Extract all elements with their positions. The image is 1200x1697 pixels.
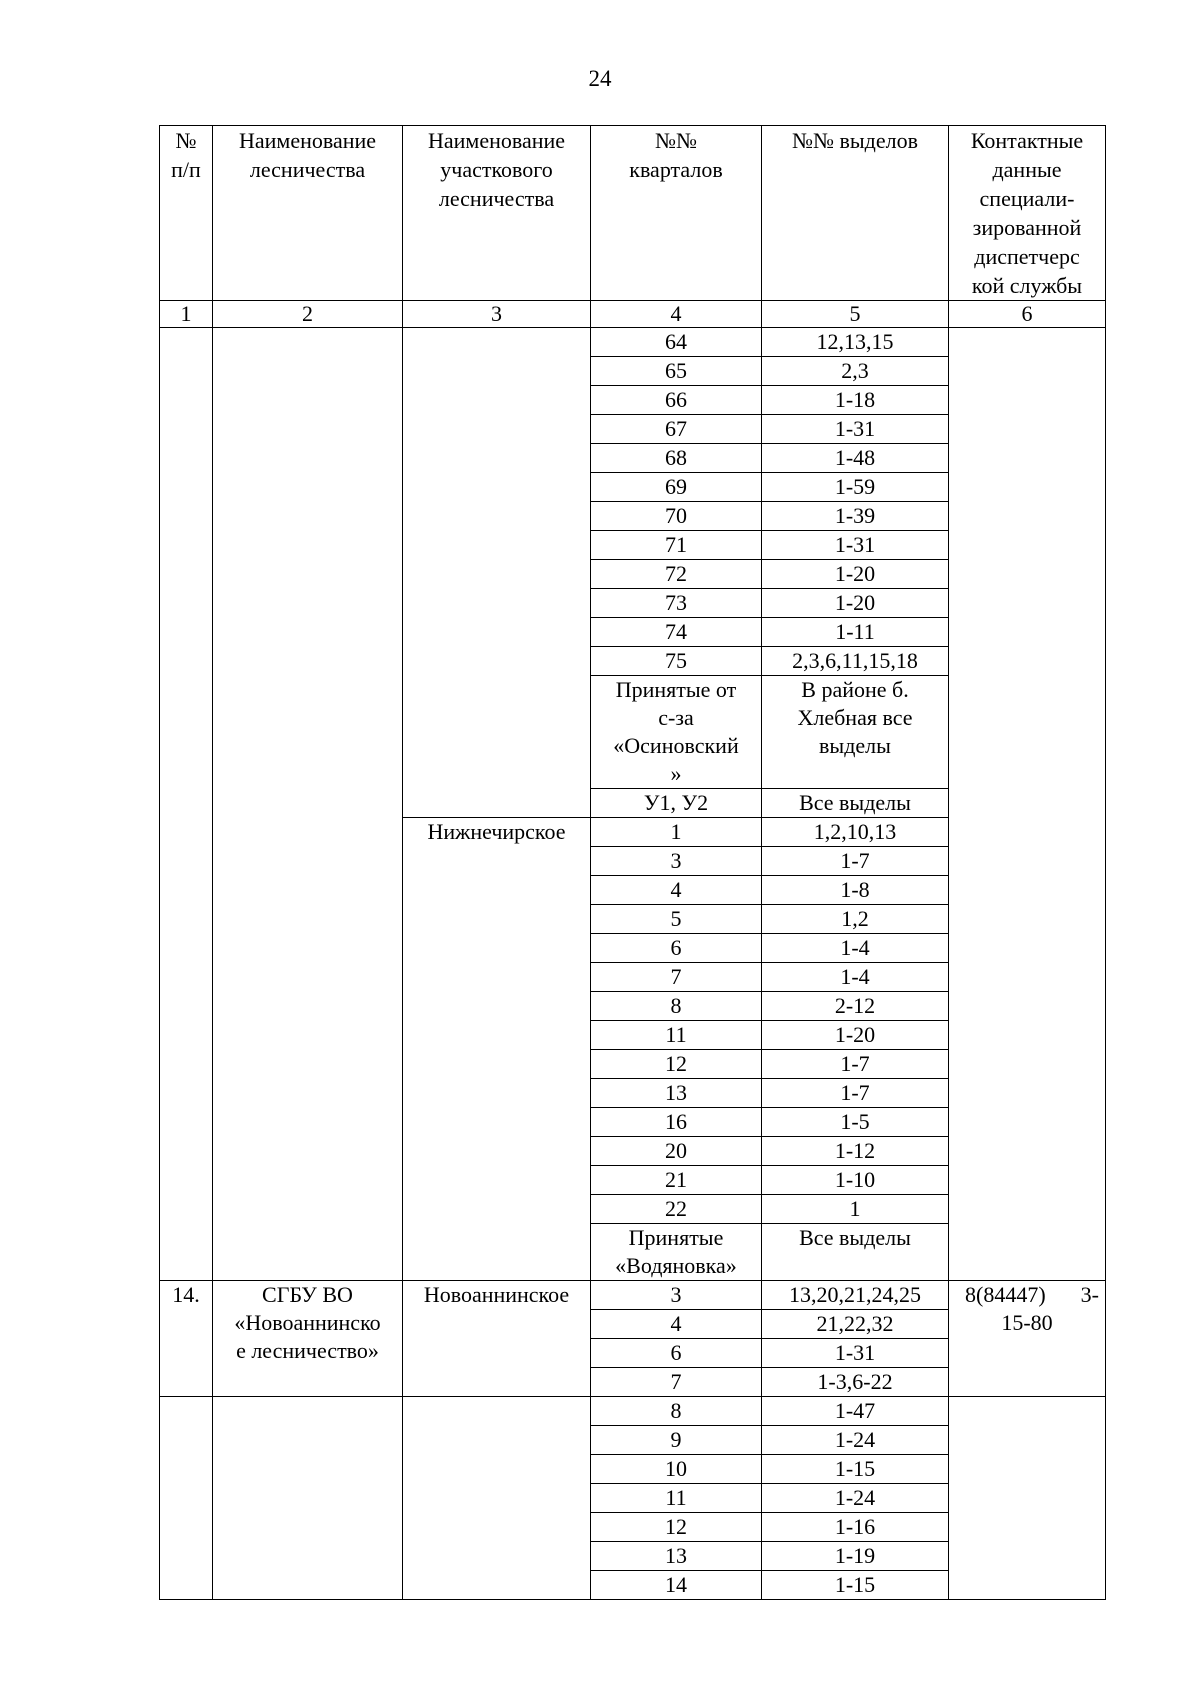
quarter-cell: 65 bbox=[591, 357, 762, 386]
allotment-cell: 12,13,15 bbox=[762, 328, 949, 357]
header-col-2 bbox=[213, 126, 403, 301]
allotment-cell: 1-19 bbox=[762, 1542, 949, 1571]
quarter-cell: 20 bbox=[591, 1137, 762, 1166]
quarter-cell: 3 bbox=[591, 847, 762, 876]
quarter-cell bbox=[591, 1224, 762, 1281]
allotment-cell: 1-31 bbox=[762, 1339, 949, 1368]
allotment-cell: 1-12 bbox=[762, 1137, 949, 1166]
allotment-cell: 1-16 bbox=[762, 1513, 949, 1542]
cell-line: В районе б. bbox=[801, 677, 909, 702]
quarter-cell: 7 bbox=[591, 1368, 762, 1397]
row-number-cell bbox=[160, 328, 213, 1281]
header-line: Наименование bbox=[238, 128, 377, 153]
quarter-cell: 5 bbox=[591, 905, 762, 934]
forestry-table bbox=[159, 125, 1106, 1600]
allotment-cell: 1-15 bbox=[762, 1455, 949, 1484]
contact-cell bbox=[949, 1281, 1106, 1397]
cell-line: Принятые bbox=[628, 1225, 724, 1250]
allotment-cell: 1-31 bbox=[762, 531, 949, 560]
quarter-cell: 14 bbox=[591, 1571, 762, 1600]
allotment-cell: 1-24 bbox=[762, 1484, 949, 1513]
allotment-cell: 1-59 bbox=[762, 473, 949, 502]
allotment-cell bbox=[762, 676, 949, 789]
cell-line: выделы bbox=[819, 733, 891, 758]
quarter-cell bbox=[591, 676, 762, 789]
district-forestry-cell bbox=[403, 328, 591, 818]
cell-line: Принятые от bbox=[615, 677, 737, 702]
table-body bbox=[160, 126, 1106, 1600]
cell-line: «Водяновка» bbox=[615, 1253, 737, 1278]
allotment-cell: 1-31 bbox=[762, 415, 949, 444]
header-line: специали- bbox=[979, 186, 1075, 211]
quarter-cell: 1 bbox=[591, 818, 762, 847]
allotment-cell: 1-8 bbox=[762, 876, 949, 905]
quarter-cell: 12 bbox=[591, 1513, 762, 1542]
allotment-cell: 1,2 bbox=[762, 905, 949, 934]
allotment-cell: 1 bbox=[762, 1195, 949, 1224]
district-forestry-cell bbox=[403, 1397, 591, 1600]
table-row bbox=[160, 1281, 1106, 1310]
contact-phone-part: 3- bbox=[1080, 1282, 1099, 1307]
cell-line: «Осиновский bbox=[613, 733, 739, 758]
allotment-cell: 1-4 bbox=[762, 934, 949, 963]
quarter-cell: 4 bbox=[591, 876, 762, 905]
table-row bbox=[160, 328, 1106, 357]
quarter-cell: 21 bbox=[591, 1166, 762, 1195]
header-line: кварталов bbox=[629, 157, 723, 182]
header-line: № bbox=[175, 128, 197, 153]
header-line: зированной bbox=[972, 215, 1082, 240]
quarter-cell: 7 bbox=[591, 963, 762, 992]
cell-line: 15-80 bbox=[1001, 1310, 1053, 1335]
forestry-name-cell bbox=[213, 1397, 403, 1600]
header-line: участкового bbox=[440, 157, 553, 182]
allotment-cell: 1-7 bbox=[762, 1050, 949, 1079]
contact-cell bbox=[949, 1397, 1106, 1600]
contact-phone-code: 8(84447) bbox=[965, 1282, 1046, 1307]
page-number: 24 bbox=[588, 66, 612, 91]
allotment-cell: 1-20 bbox=[762, 589, 949, 618]
allotment-cell: 2,3 bbox=[762, 357, 949, 386]
quarter-cell: 73 bbox=[591, 589, 762, 618]
allotment-cell: 1-7 bbox=[762, 847, 949, 876]
quarter-cell: 66 bbox=[591, 386, 762, 415]
header-col-4 bbox=[591, 126, 762, 301]
quarter-cell: 9 bbox=[591, 1426, 762, 1455]
allotment-cell: 1-5 bbox=[762, 1108, 949, 1137]
cell-line: Хлебная все bbox=[797, 705, 913, 730]
district-forestry-cell: Нижнечирское bbox=[403, 818, 591, 1281]
header-line: данные bbox=[992, 157, 1062, 182]
forestry-name-cell bbox=[213, 328, 403, 1281]
allotment-cell: 1-3,6-22 bbox=[762, 1368, 949, 1397]
quarter-cell: 68 bbox=[591, 444, 762, 473]
quarter-cell: У1, У2 bbox=[591, 789, 762, 818]
allotment-cell: 1-20 bbox=[762, 1021, 949, 1050]
header-line: Контактные bbox=[970, 128, 1084, 153]
allotment-cell: 1-7 bbox=[762, 1079, 949, 1108]
allotment-cell: 1-11 bbox=[762, 618, 949, 647]
quarter-cell: 4 bbox=[591, 1310, 762, 1339]
quarter-cell: 8 bbox=[591, 992, 762, 1021]
quarter-cell: 8 bbox=[591, 1397, 762, 1426]
contact-phone-line bbox=[951, 1281, 1103, 1309]
quarter-cell: 22 bbox=[591, 1195, 762, 1224]
header-line: кой службы bbox=[971, 273, 1083, 298]
quarter-cell: 67 bbox=[591, 415, 762, 444]
cell-line: СГБУ ВО bbox=[262, 1282, 353, 1307]
district-forestry-cell: Новоаннинское bbox=[403, 1281, 591, 1397]
allotment-cell: 21,22,32 bbox=[762, 1310, 949, 1339]
quarter-cell: 12 bbox=[591, 1050, 762, 1079]
quarter-cell: 69 bbox=[591, 473, 762, 502]
cell-line: с-за bbox=[658, 705, 694, 730]
cell-line: » bbox=[670, 761, 682, 786]
quarter-cell: 10 bbox=[591, 1455, 762, 1484]
allotment-cell: 1-18 bbox=[762, 386, 949, 415]
header-col-5 bbox=[762, 126, 949, 301]
quarter-cell: 6 bbox=[591, 1339, 762, 1368]
quarter-cell: 16 bbox=[591, 1108, 762, 1137]
column-number-row bbox=[160, 301, 1106, 328]
allotment-cell: 1-39 bbox=[762, 502, 949, 531]
header-line: лесничества bbox=[249, 157, 366, 182]
column-number: 3 bbox=[403, 301, 591, 328]
quarter-cell: 70 bbox=[591, 502, 762, 531]
allotment-cell: Все выделы bbox=[762, 1224, 949, 1281]
header-line: Наименование bbox=[427, 128, 566, 153]
header-line: диспетчерс bbox=[974, 244, 1080, 269]
column-number: 6 bbox=[949, 301, 1106, 328]
allotment-cell: 13,20,21,24,25 bbox=[762, 1281, 949, 1310]
quarter-cell: 72 bbox=[591, 560, 762, 589]
cell-line: е лесничество» bbox=[236, 1338, 379, 1363]
quarter-cell: 13 bbox=[591, 1079, 762, 1108]
allotment-cell: 1-48 bbox=[762, 444, 949, 473]
column-number: 1 bbox=[160, 301, 213, 328]
allotment-cell: 2,3,6,11,15,18 bbox=[762, 647, 949, 676]
allotment-cell: 1-10 bbox=[762, 1166, 949, 1195]
row-number-cell: 14. bbox=[160, 1281, 213, 1397]
table-row bbox=[160, 1397, 1106, 1426]
allotment-cell: 1-47 bbox=[762, 1397, 949, 1426]
header-col-3 bbox=[403, 126, 591, 301]
header-line: №№ выделов bbox=[792, 128, 918, 153]
header-line: №№ bbox=[655, 128, 697, 153]
header-line: п/п bbox=[171, 157, 201, 182]
quarter-cell: 11 bbox=[591, 1021, 762, 1050]
quarter-cell: 6 bbox=[591, 934, 762, 963]
header-col-6 bbox=[949, 126, 1106, 301]
cell-line: «Новоаннинско bbox=[234, 1310, 381, 1335]
column-number: 4 bbox=[591, 301, 762, 328]
quarter-cell: 74 bbox=[591, 618, 762, 647]
contact-cell bbox=[949, 328, 1106, 1281]
header-line: лесничества bbox=[438, 186, 555, 211]
row-number-cell bbox=[160, 1397, 213, 1600]
allotment-cell: 1-24 bbox=[762, 1426, 949, 1455]
allotment-cell: 1,2,10,13 bbox=[762, 818, 949, 847]
forestry-name-cell bbox=[213, 1281, 403, 1397]
quarter-cell: 3 bbox=[591, 1281, 762, 1310]
header-row bbox=[160, 126, 1106, 301]
allotment-cell: 1-4 bbox=[762, 963, 949, 992]
allotment-cell: 2-12 bbox=[762, 992, 949, 1021]
allotment-cell: 1-20 bbox=[762, 560, 949, 589]
allotment-cell: 1-15 bbox=[762, 1571, 949, 1600]
column-number: 2 bbox=[213, 301, 403, 328]
quarter-cell: 71 bbox=[591, 531, 762, 560]
quarter-cell: 64 bbox=[591, 328, 762, 357]
quarter-cell: 11 bbox=[591, 1484, 762, 1513]
quarter-cell: 13 bbox=[591, 1542, 762, 1571]
allotment-cell: Все выделы bbox=[762, 789, 949, 818]
column-number: 5 bbox=[762, 301, 949, 328]
header-col-1 bbox=[160, 126, 213, 301]
quarter-cell: 75 bbox=[591, 647, 762, 676]
